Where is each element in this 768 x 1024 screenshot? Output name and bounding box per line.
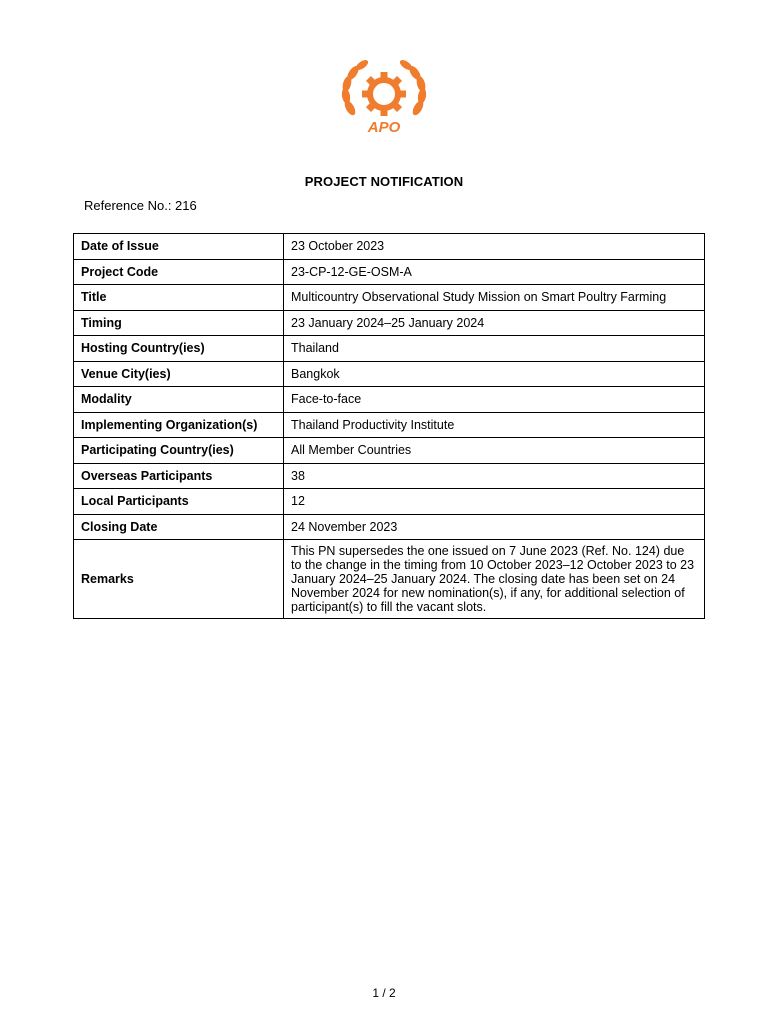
field-value: 23 October 2023 [284,234,705,260]
field-value: Thailand Productivity Institute [284,412,705,438]
svg-text:APO: APO [367,119,401,136]
field-label: Hosting Country(ies) [74,336,284,362]
field-value: 38 [284,463,705,489]
table-row [74,438,705,464]
table-row [74,387,705,413]
project-info-table [73,233,705,619]
field-label: Venue City(ies) [74,361,284,387]
table-row [74,234,705,260]
field-value: Thailand [284,336,705,362]
field-value: 24 November 2023 [284,514,705,540]
field-value: 12 [284,489,705,515]
table-row [74,412,705,438]
field-value: Face-to-face [284,387,705,413]
field-label: Closing Date [74,514,284,540]
field-label: Implementing Organization(s) [74,412,284,438]
field-value: All Member Countries [284,438,705,464]
table-row [74,361,705,387]
field-label: Timing [74,310,284,336]
table-row [74,463,705,489]
table-row [74,310,705,336]
field-label: Overseas Participants [74,463,284,489]
table-row [74,514,705,540]
table-row [74,540,705,619]
field-value: 23 January 2024–25 January 2024 [284,310,705,336]
field-label: Title [74,285,284,311]
field-label: Local Participants [74,489,284,515]
page-number: 1 / 2 [372,986,396,1000]
table-row [74,285,705,311]
field-label: Participating Country(ies) [74,438,284,464]
document-title: PROJECT NOTIFICATION [304,174,464,189]
reference-number: Reference No.: 216 [84,198,197,213]
field-value: Multicountry Observational Study Mission on Smart Poultry Farming [284,285,705,311]
field-label: Date of Issue [74,234,284,260]
table-row [74,489,705,515]
field-label: Modality [74,387,284,413]
field-label: Remarks [74,540,284,619]
field-value: 23-CP-12-GE-OSM-A [284,259,705,285]
field-label: Project Code [74,259,284,285]
field-value: This PN supersedes the one issued on 7 June 2023 (Ref. No. 124) due to the change in the timing from 10 October 2023–12 October 2023 to 23 January 2024–25 January 2024. The closing date has been set on 24 November 2024 for new nomination(s), if any, for additional selection of participant(s) to fill the vacant slots. [284,540,705,619]
table-row [74,259,705,285]
field-value: Bangkok [284,361,705,387]
apo-logo [336,56,432,136]
table-row [74,336,705,362]
